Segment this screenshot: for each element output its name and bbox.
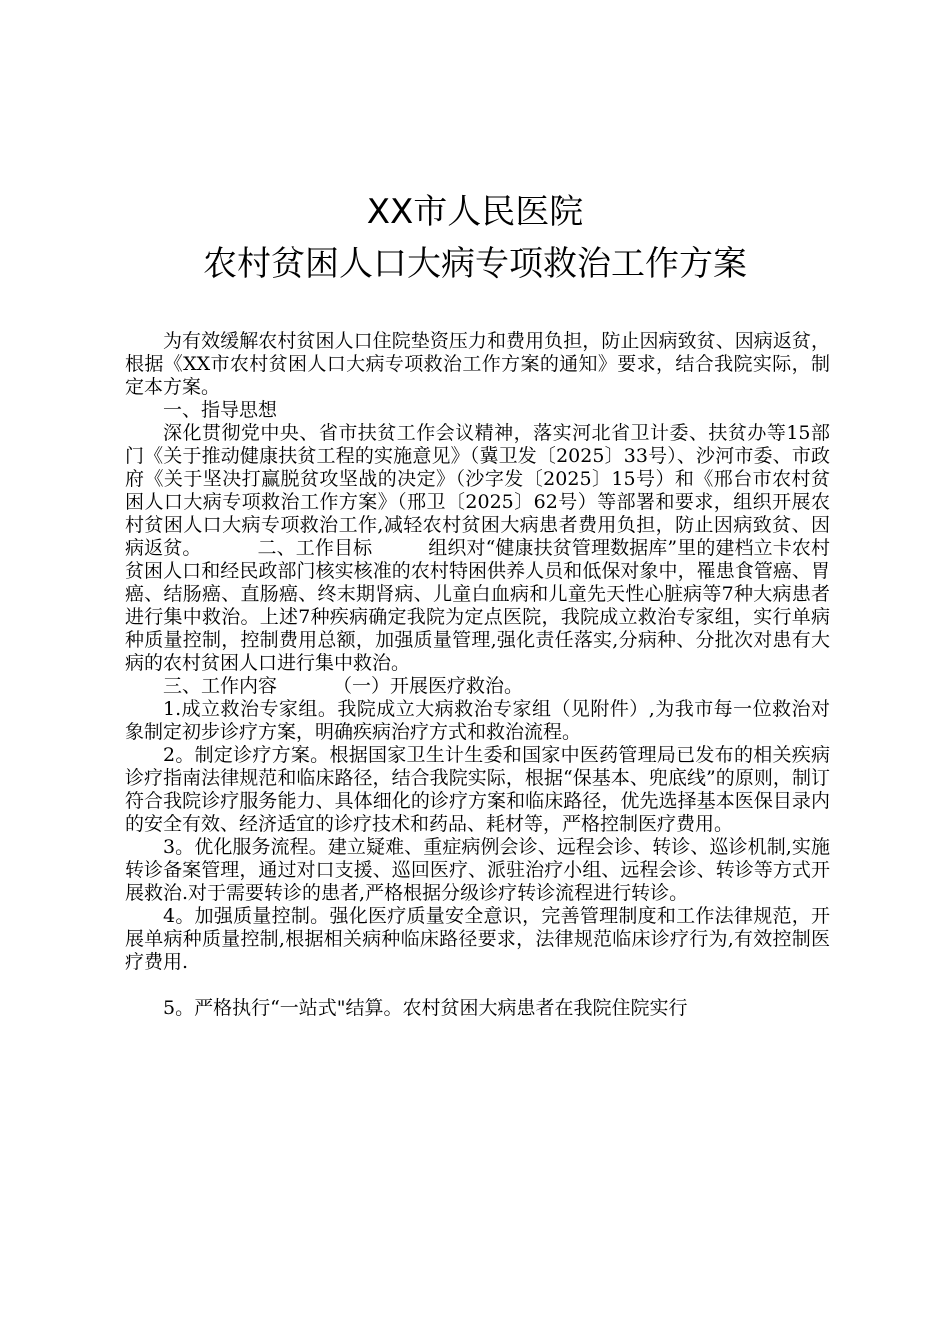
intro-paragraph: 为有效缓解农村贫困人口住院垫资压力和费用负担，防止因病致贫、因病返贫，根据《XX市农村贫困人口大病专项救治工作方案的通知》要求，结合我院实际，制定本方案。 <box>125 330 830 398</box>
work-content-heading-line <box>125 675 830 698</box>
section-heading-work-goals: 二、工作目标 <box>257 537 373 559</box>
item-treatment-plan: 2。制定诊疗方案。根据国家卫生计生委和国家中医药管理局已发布的相关疾病诊疗指南法律规范和临床路径，结合我院实际，根据“保基本、兜底线”的原则，制订符合我院诊疗服务能力、具体细化的诊疗方案和临床路径，优先选择基本医保目录内的安全有效、经济适宜的诊疗技术和药品、耗材等，严格控制医疗费用。 <box>125 744 830 835</box>
section-heading-work-content: 三、工作内容 <box>163 675 278 697</box>
subsection-heading-medical-treatment: （一）开展医疗救治。 <box>333 675 524 697</box>
item-one-stop-settlement: 5。严格执行“一站式"结算。农村贫困大病患者在我院住院实行 <box>163 997 688 1019</box>
guiding-ideology-text: 深化贯彻党中央、省市扶贫工作会议精神，落实河北省卫计委、扶贫办等15部门《关于推动健康扶贫工程的实施意见》（冀卫发〔2025〕33号）、沙河市委、市政府《关于坚决打赢脱贫攻坚战的决定》（沙字发〔2025〕15号）和《邢台市农村贫困人口大病专项救治工作方案》（邢卫〔2025〕62号）等部署和要求，组织开展农村贫困人口大病专项救治工作,减轻农村贫困大病患者费用负担，防止因病致贫、因病返贫。 <box>125 422 830 559</box>
title-hospital-name: XX市人民医院 <box>366 192 584 232</box>
item-service-process: 3。优化服务流程。建立疑难、重症病例会诊、远程会诊、转诊、巡诊机制,实施转诊备案管理，通过对口支援、巡回医疗、派驻治疗小组、远程会诊、转诊等方式开展救治.对于需要转诊的患者,严格根据分级诊疗转诊流程进行转诊。 <box>125 836 830 904</box>
document-title <box>0 186 950 290</box>
item-expert-group: 1.成立救治专家组。我院成立大病救治专家组（见附件）,为我市每一位救治对象制定初步诊疗方案，明确疾病治疗方式和救治流程。 <box>125 698 830 743</box>
section-heading-guiding-ideology: 一、指导思想 <box>163 399 278 421</box>
guiding-ideology-paragraph <box>125 422 830 675</box>
work-goals-text: 组织对“健康扶贫管理数据库”里的建档立卡农村贫困人口和经民政部门核实核准的农村特困供养人员和低保对象中，罹患食管癌、胃癌、结肠癌、直肠癌、终末期肾病、儿童白血病和儿童先天性心脏病等7种大病患者进行集中救治。上述7种疾病确定我院为定点医院，我院成立救治专家组，实行单病种质量控制，控制费用总额，加强质量管理,强化责任落实,分病种、分批次对患有大病的农村贫困人口进行集中救治。 <box>125 537 830 674</box>
document-body <box>125 330 830 1020</box>
item-quality-control: 4。加强质量控制。强化医疗质量安全意识，完善管理制度和工作法律规范，开展单病种质量控制,根据相关病种临床路径要求，法律规范临床诊疗行为,有效控制医疗费用. <box>125 905 830 973</box>
title-plan-name: 农村贫困人口大病专项救治工作方案 <box>203 244 747 284</box>
